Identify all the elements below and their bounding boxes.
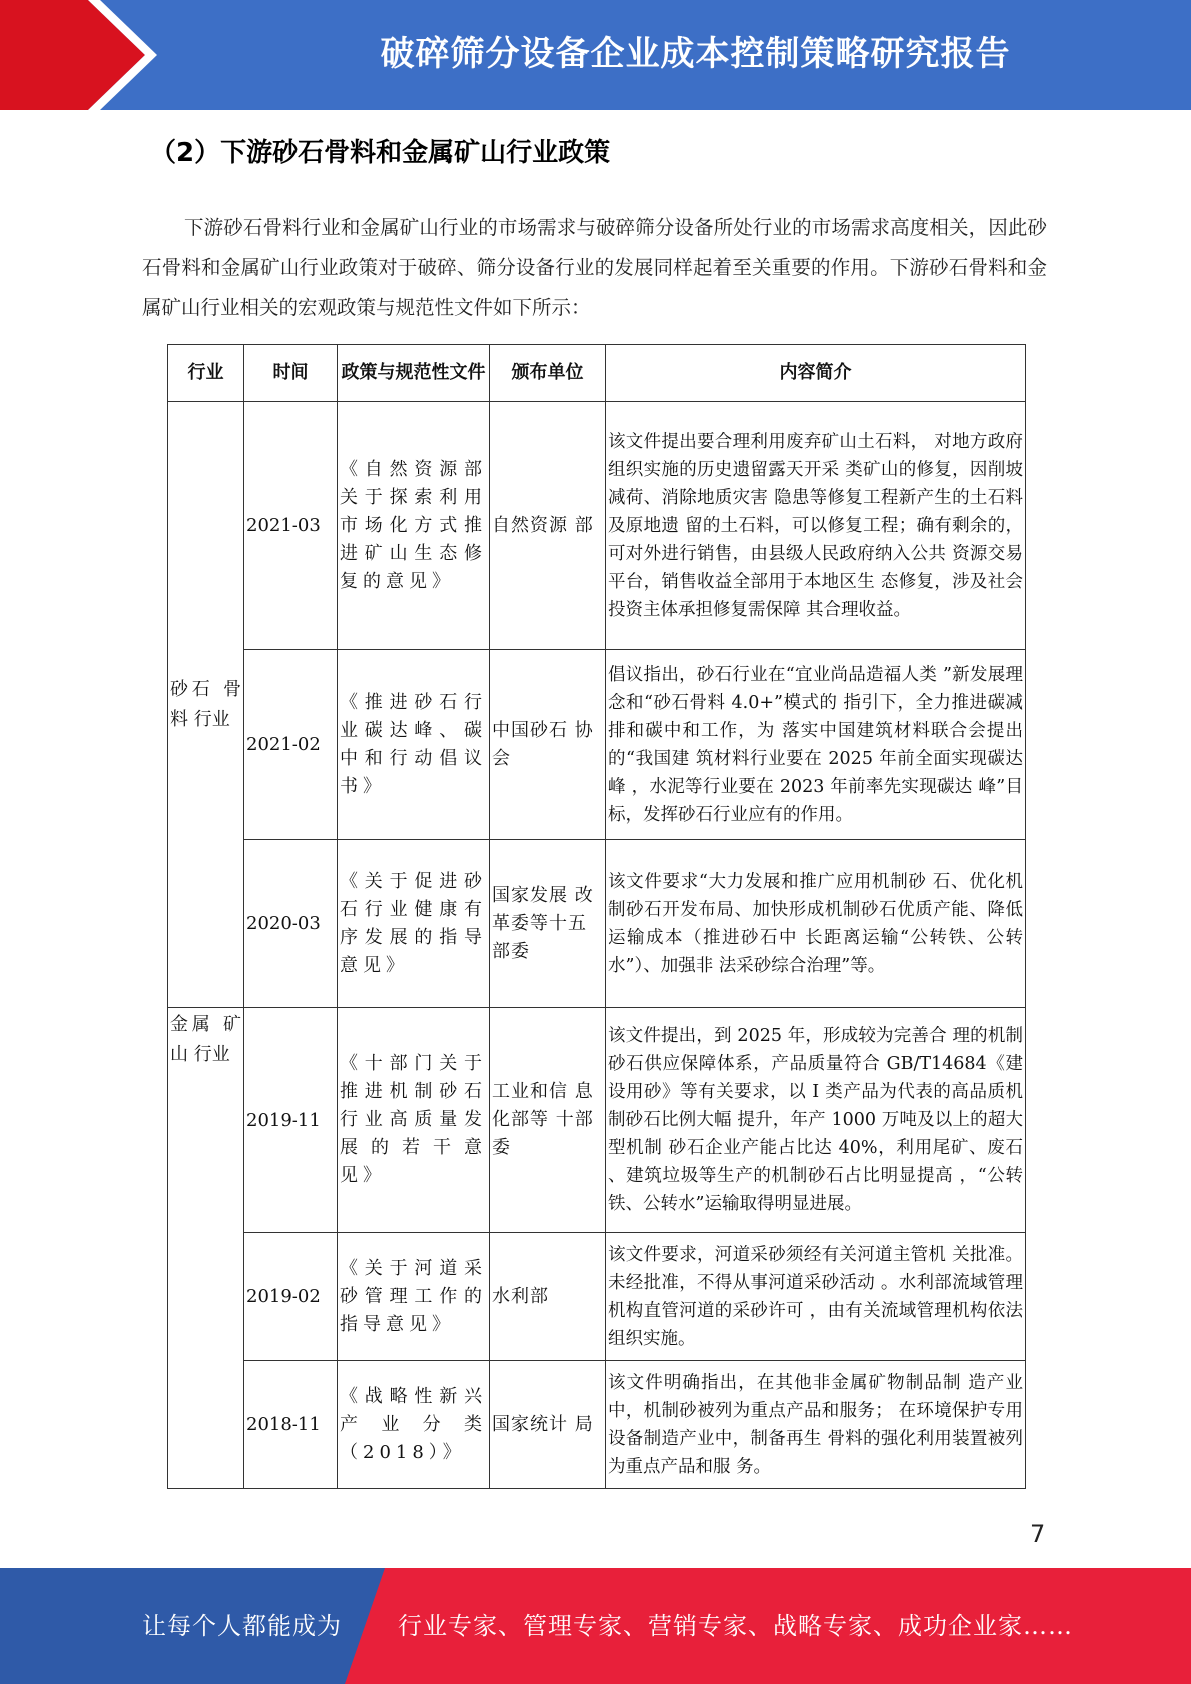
issuer-cell: 国家发展 改革委等十五部委 [490,840,606,1008]
document-cell: 《关于促进砂石行业健康有序发展的指导 意见》 [338,840,490,1008]
industry-cell: 砂石 骨料 行业 [168,402,244,1008]
header-document: 政策与规范性文件 [338,345,490,402]
issuer-cell: 国家统计 局 [490,1361,606,1489]
document-cell: 《十部门关于推进机制砂石行业高质量发展的若干意见》 [338,1008,490,1233]
summary-cell: 该文件要求，河道采砂须经有关河道主管机 关批准。未经批准，不得从事河道采砂活动 。水利部流域管理机构直管河道的采砂许可 ，由有关流域管理机构依法组织实施。 [606,1233,1026,1361]
table-row [168,840,1026,1008]
summary-cell: 该文件提出要合理利用废弃矿山土石料， 对地方政府组织实施的历史遗留露天开采 类矿山的修复，因削坡减荷、消除地质灾害 隐患等修复工程新产生的土石料及原地遗 留的土石料，可以修复工程；确有剩余的， 可对外进行销售，由县级人民政府纳入公共 资源交易平台，销售收益全部用于本地区生 态修复，涉及社会投资主体承担修复需保障 其合理收益。 [606,402,1026,650]
table-row [168,1233,1026,1361]
header-issuer: 颁布单位 [490,345,606,402]
industry-cell: 金属 矿山 行业 [168,1008,244,1489]
date-cell: 2020-03 [244,840,338,1008]
date-cell: 2018-11 [244,1361,338,1489]
summary-cell: 该文件明确指出，在其他非金属矿物制品制 造产业中，机制砂被列为重点产品和服务； 在环境保护专用设备制造产业中，制备再生 骨料的强化利用装置被列为重点产品和服 务。 [606,1361,1026,1489]
date-cell: 2021-03 [244,402,338,650]
summary-cell: 该文件提出，到 2025 年，形成较为完善合 理的机制砂石供应保障体系，产品质量符合 GB/T14684《建设用砂》等有关要求，以 I 类产品为代表的高品质机制砂石比例大幅 提升，年产 1000 万吨及以上的超大型机制 砂石企业产能占比达 40%，利用尾矿、废石 、建筑垃圾等生产的机制砂石占比明显提高 ，“公转铁、公转水”运输取得明显进展。 [606,1008,1026,1233]
document-cell: 《自然资源部关于探索利用市场化方式推进矿山生态修复的意见》 [338,402,490,650]
page-header [0,0,1191,110]
table-header-row [168,345,1026,402]
document-cell: 《战略性新兴产业分类（2018）》 [338,1361,490,1489]
issuer-cell: 中国砂石 协会 [490,650,606,840]
header-summary: 内容简介 [606,345,1026,402]
date-cell: 2019-02 [244,1233,338,1361]
document-cell: 《推进砂石行业碳达峰、碳中和行动倡议书》 [338,650,490,840]
summary-cell: 该文件要求“大力发展和推广应用机制砂 石、优化机制砂石开发布局、加快形成机制砂石优质产能、降低运输成本（推进砂石中 长距离运输“公转铁、公转水”）、加强非 法采砂综合治理”等。 [606,840,1026,1008]
table-row [168,1008,1026,1233]
table-row [168,1361,1026,1489]
date-cell: 2021-02 [244,650,338,840]
report-title: 破碎筛分设备企业成本控制策略研究报告 [380,34,1011,74]
issuer-cell: 工业和信 息化部等 十部委 [490,1008,606,1233]
policy-table [167,344,1026,1489]
issuer-cell: 水利部 [490,1233,606,1361]
header-date: 时间 [244,345,338,402]
table-row [168,650,1026,840]
page-number: 7 [1030,1520,1046,1548]
section-heading: （2）下游砂石骨料和金属矿山行业政策 [150,138,611,168]
document-cell: 《关于河道采砂管理工作的指导意见》 [338,1233,490,1361]
issuer-cell: 自然资源 部 [490,402,606,650]
summary-cell: 倡议指出，砂石行业在“宜业尚品造福人类 ”新发展理念和“砂石骨料 4.0+”模式的 指引下，全力推进碳减排和碳中和工作，为 落实中国建筑材料联合会提出的“我国建 筑材料行业要在 2025 年前全面实现碳达峰 ，水泥等行业要在 2023 年前率先实现碳达 峰”目标，发挥砂石行业应有的作用。 [606,650,1026,840]
footer-slogan-left: 让每个人都能成为 [142,1612,342,1640]
intro-paragraph: 下游砂石骨料行业和金属矿山行业的市场需求与破碎筛分设备所处行业的市场需求高度相关，因此砂石骨料和金属矿山行业政策对于破碎、筛分设备行业的发展同样起着至关重要的作用。下游砂石骨料和金属矿山行业相关的宏观政策与规范性文件如下所示： [142,216,1047,319]
page-footer [0,1568,1191,1684]
table-row [168,402,1026,650]
footer-slogan-right: 行业专家、管理专家、营销专家、战略专家、成功企业家…… [398,1612,1073,1640]
date-cell: 2019-11 [244,1008,338,1233]
header-industry: 行业 [168,345,244,402]
